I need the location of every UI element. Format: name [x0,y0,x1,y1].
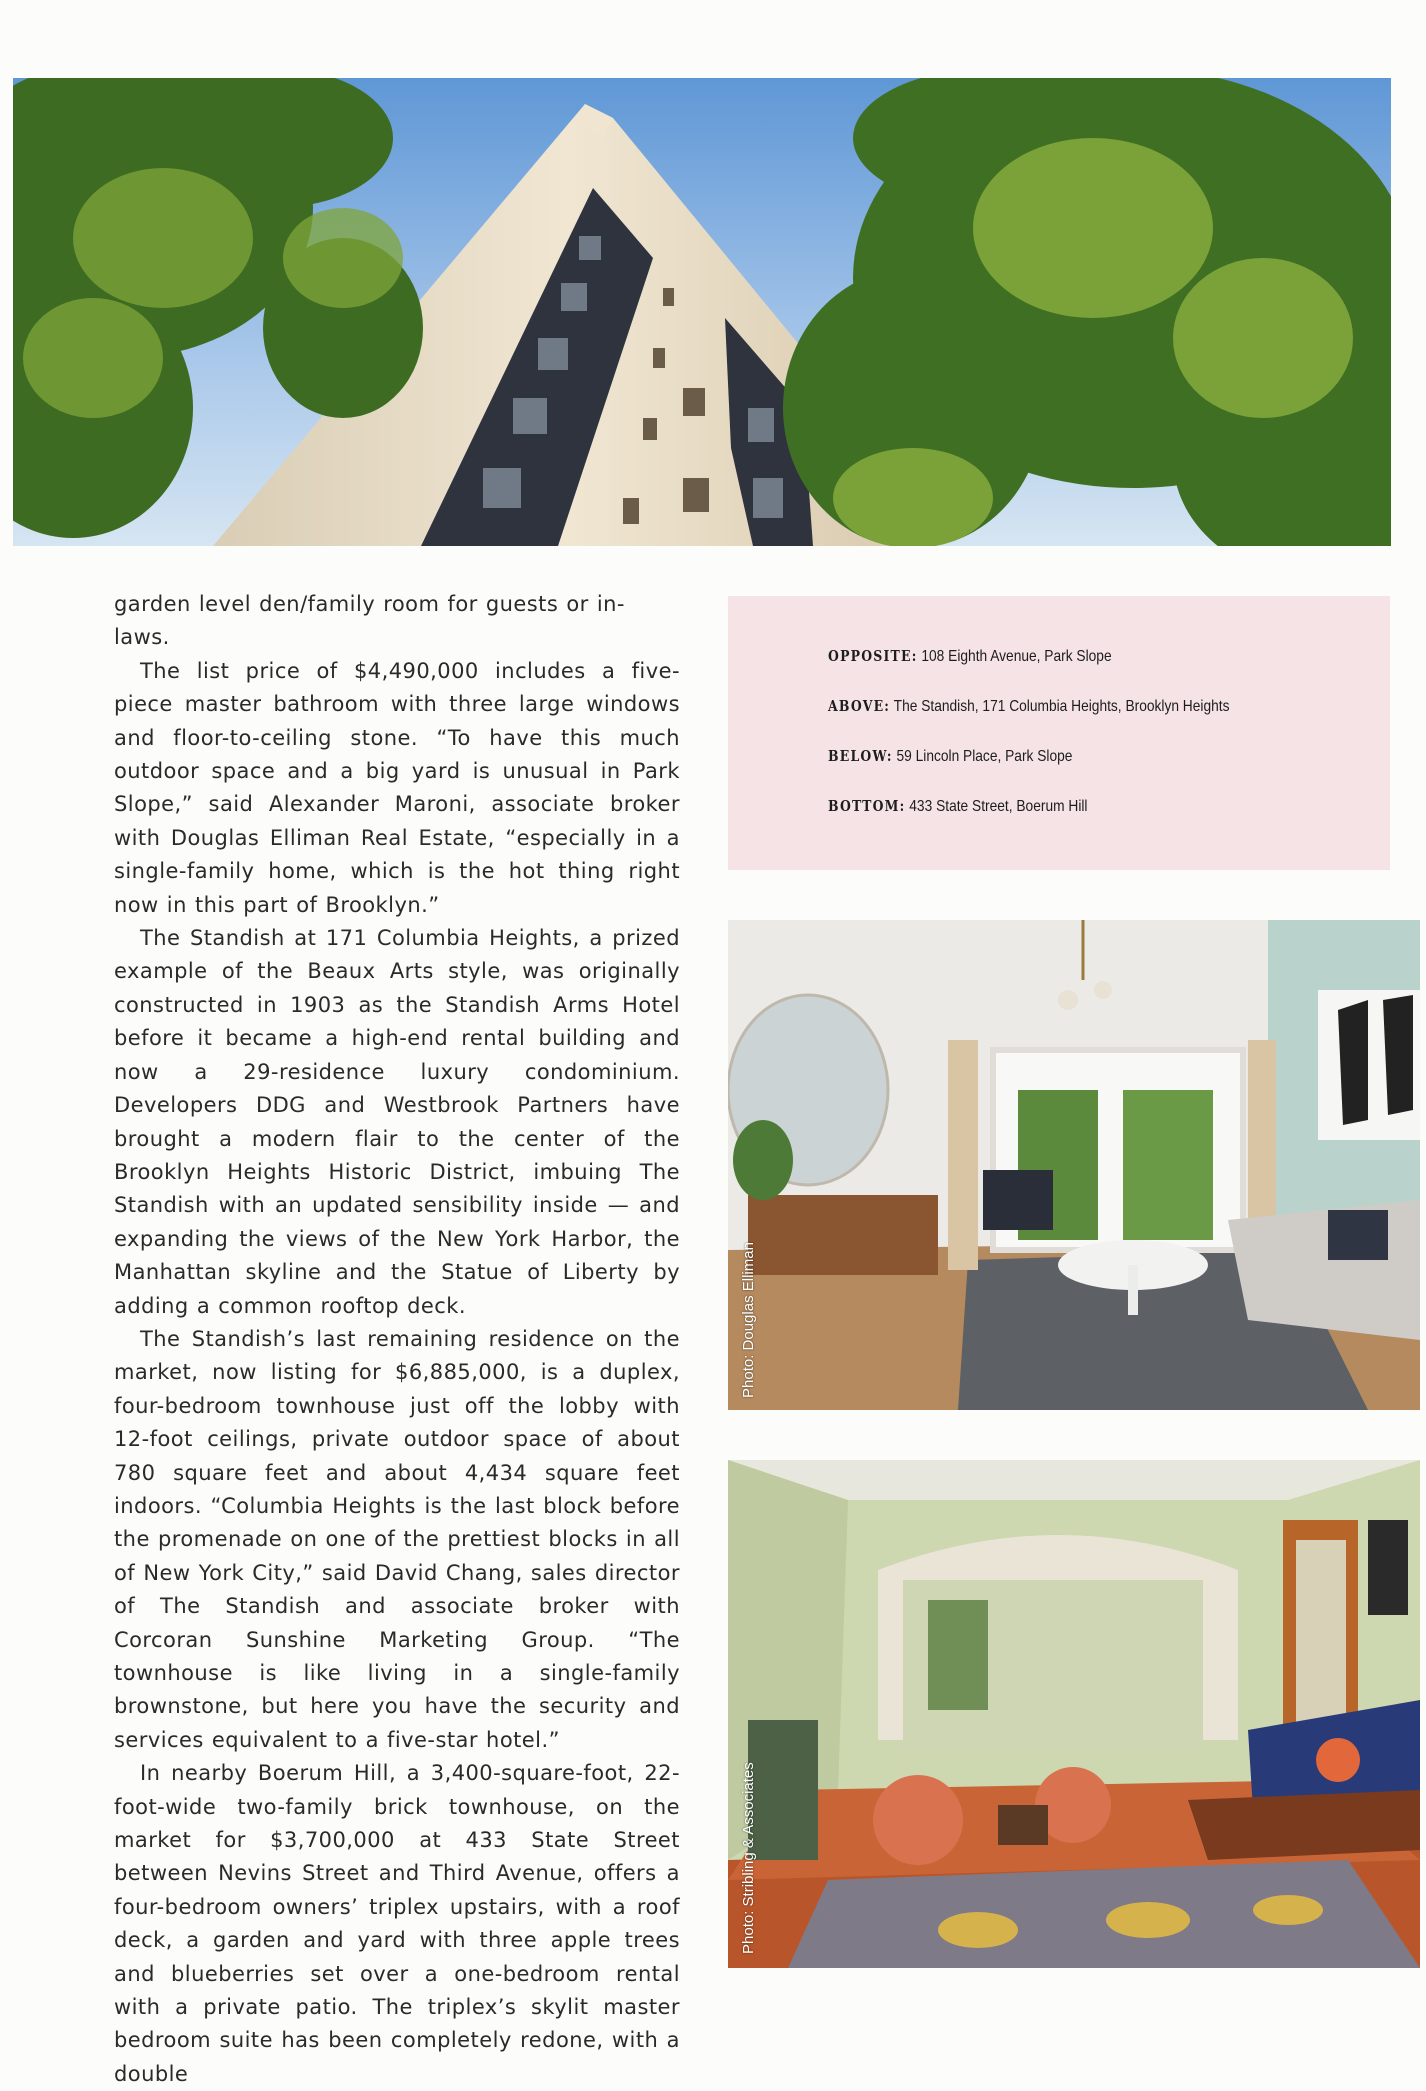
caption-above [828,698,1229,716]
article-paragraph: The Standish at 171 Columbia Heights, a prized example of the Beaux Arts style, was originally constructed in 1903 as the Standish Arms Hotel before it became a high-end rental building and now a 29-residence luxury condominium. Developers DDG and Westbrook Partners have brought a modern flair to the center of the Brooklyn Heights Historic District, imbuing The Standish with an updated sensibility inside — and expanding the views of the New York Harbor, the Manhattan skyline and the Statue of Liberty by adding a common rooftop deck. [114,926,680,1318]
photo-state-street-parlor [728,1460,1420,1968]
photo-credit-bottom: Photo: Stribling & Associates [740,1762,757,1954]
caption-label: ABOVE: [828,698,891,715]
caption-text: The Standish, 171 Columbia Heights, Brooklyn Heights [893,698,1230,715]
caption-label: OPPOSITE: [828,648,918,665]
article-paragraph: The list price of $4,490,000 includes a five-piece master bathroom with three large windows and floor-to-ceiling stone. “To have this much outdoor space and a big yard is unusual in Park Slope,” said Alexander Maroni, associate broker with Douglas Elliman Real Estate, “especially in a single-family home, which is the hot thing right now in this part of Brooklyn.” [114,658,680,917]
caption-text: 108 Eighth Avenue, Park Slope [921,648,1112,665]
caption-text: 59 Lincoln Place, Park Slope [896,748,1073,765]
photo-captions-box [728,596,1390,870]
hero-photo-standish-building [13,78,1391,546]
caption-label: BOTTOM: [828,798,906,815]
article-paragraph: The Standish’s last remaining residence on the market, now listing for $6,885,000, is a duplex, four-bedroom townhouse just off the lobby with 12-foot ceilings, private outdoor space of about 780 square feet and about 4,434 square feet indoors. “Columbia Heights is the last block before the promenade on one of the prettiest blocks in all of New York City,” said David Chang, sales director of The Standish and associate broker with Corcoran Sunshine Marketing Group. “The townhouse is like living in a single-family brownstone, but here you have the security and services equivalent to a five-star hotel.” [114,1326,680,1752]
caption-bottom [828,798,1087,816]
caption-text: 433 State Street, Boerum Hill [909,798,1088,815]
photo-lincoln-place-living-room [728,920,1420,1410]
caption-opposite [828,648,1112,666]
caption-below [828,748,1072,766]
photo-credit-middle: Photo: Douglas Elliman [740,1242,757,1398]
caption-label: BELOW: [828,748,893,765]
article-paragraph: In nearby Boerum Hill, a 3,400-square-foot, 22-foot-wide two-family brick townhouse, on the market for $3,700,000 at 433 State Street between Nevins Street and Third Avenue, offers a four-bedroom owners’ triplex upstairs, with a roof deck, a garden and yard with three apple trees and blueberries set over a one-bedroom rental with a private patio. The triplex’s skylit master bedroom suite has been completely redone, with a double [114,1761,680,2086]
article-paragraph: garden level den/family room for guests or in-laws. [114,592,625,650]
article-body [114,588,680,2091]
